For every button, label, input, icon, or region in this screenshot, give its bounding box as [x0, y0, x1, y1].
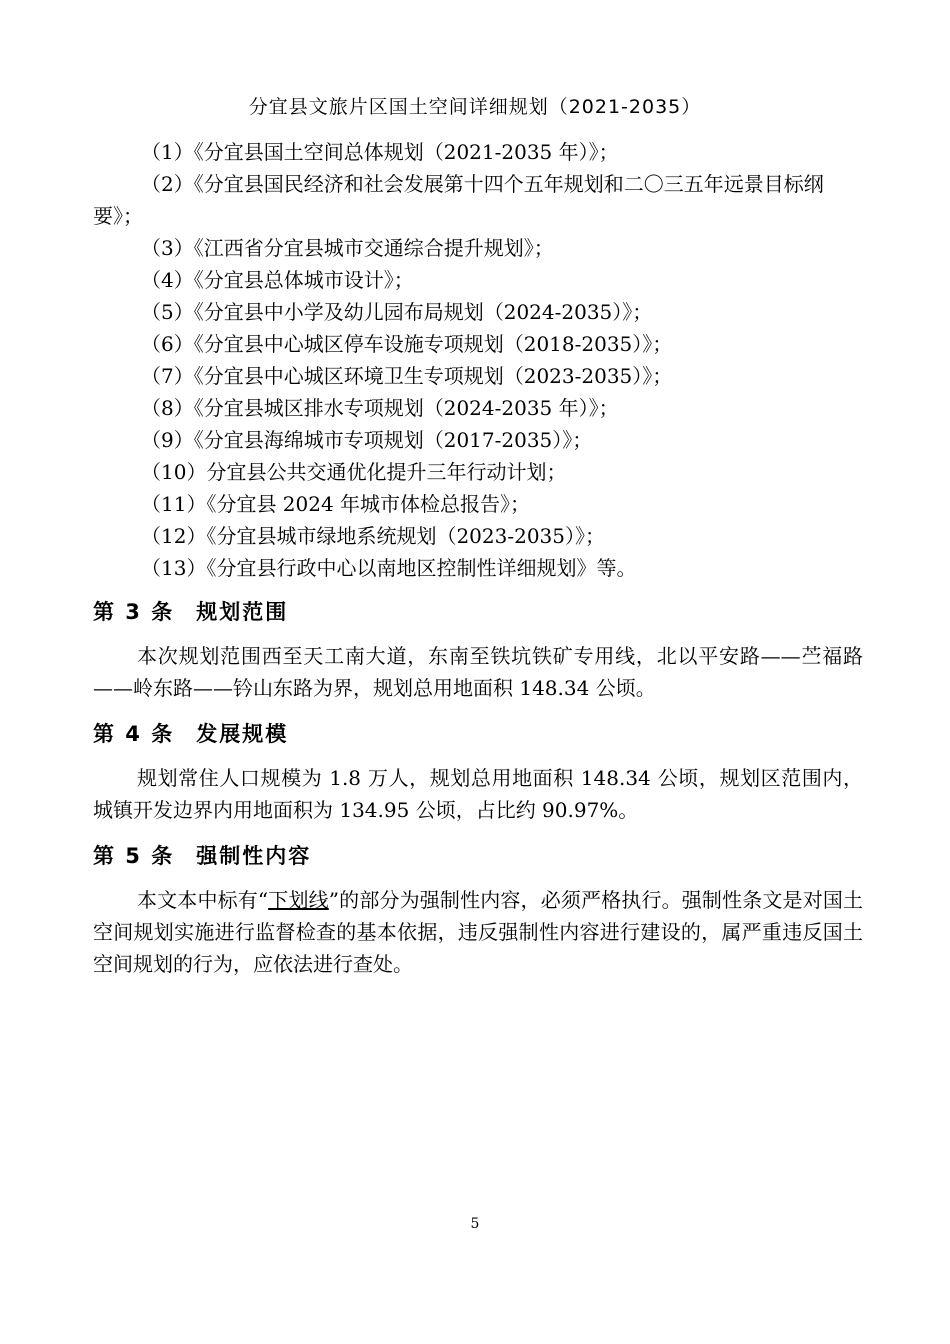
section-5-body-prefix: 本文本中标有“ — [137, 888, 269, 912]
section-3-heading — [93, 596, 288, 626]
page-header-title: 分宜县文旅片区国土空间详细规划（2021-2035） — [248, 96, 702, 118]
reference-item: （13）《分宜县行政中心以南地区控制性详细规划》等。 — [141, 556, 637, 580]
reference-item: （6）《分宜县中心城区停车设施专项规划（2018-2035）》； — [141, 332, 673, 356]
page-number: 5 — [470, 1216, 480, 1232]
reference-list — [93, 136, 863, 584]
section-3-body: 本次规划范围西至天工南大道，东南至铁坑铁矿专用线，北以平安路——苎福路——岭东路——钤山东路为界，规划总用地面积 148.34 公顷。 — [93, 644, 863, 700]
section-3-title: 规划范围 — [196, 600, 289, 624]
reference-item: （1）《分宜县国土空间总体规划（2021-2035 年）》； — [141, 140, 619, 164]
section-5-number: 第 5 条 — [93, 844, 175, 868]
underlined-term: 下划线 — [268, 888, 329, 912]
reference-item: （3）《江西省分宜县城市交通综合提升规划》； — [141, 236, 554, 260]
section-3-number: 第 3 条 — [93, 600, 175, 624]
section-5-body — [93, 884, 863, 980]
reference-item: （4）《分宜县总体城市设计》； — [141, 268, 414, 292]
reference-item: （10）分宜县公共交通优化提升三年行动计划； — [141, 460, 567, 484]
reference-item: （12）《分宜县城市绿地系统规划（2023-2035）》； — [141, 524, 606, 548]
reference-item: （11）《分宜县 2024 年城市体检总报告》； — [141, 492, 531, 516]
section-5-title: 强制性内容 — [196, 844, 312, 868]
section-4-body: 规划常住人口规模为 1.8 万人，规划总用地面积 148.34 公顷，规划区范围内，城镇开发边界内用地面积为 134.95 公顷，占比约 90.97%。 — [93, 766, 863, 822]
section-4-title: 发展规模 — [196, 722, 289, 746]
section-5-body-suffix: ”的部分为强制性内容，必须严格执行。强制性条文是对国土空间规划实施进行监督检查的基本依据，违反强制性内容进行建设的，属严重违反国土空间规划的行为，应依法进行查处。 — [93, 888, 864, 976]
reference-item: （9）《分宜县海绵城市专项规划（2017-2035）》； — [141, 428, 593, 452]
section-5-heading — [93, 840, 311, 870]
section-4-number: 第 4 条 — [93, 722, 175, 746]
reference-item: （8）《分宜县城区排水专项规划（2024-2035 年）》； — [141, 396, 619, 420]
section-4-heading — [93, 718, 288, 748]
reference-item: （5）《分宜县中小学及幼儿园布局规划（2024-2035）》； — [141, 300, 653, 324]
reference-item: （7）《分宜县中心城区环境卫生专项规划（2023-2035）》； — [141, 364, 673, 388]
reference-item: （2）《分宜县国民经济和社会发展第十四个五年规划和二〇三五年远景目标纲要》； — [93, 172, 824, 228]
